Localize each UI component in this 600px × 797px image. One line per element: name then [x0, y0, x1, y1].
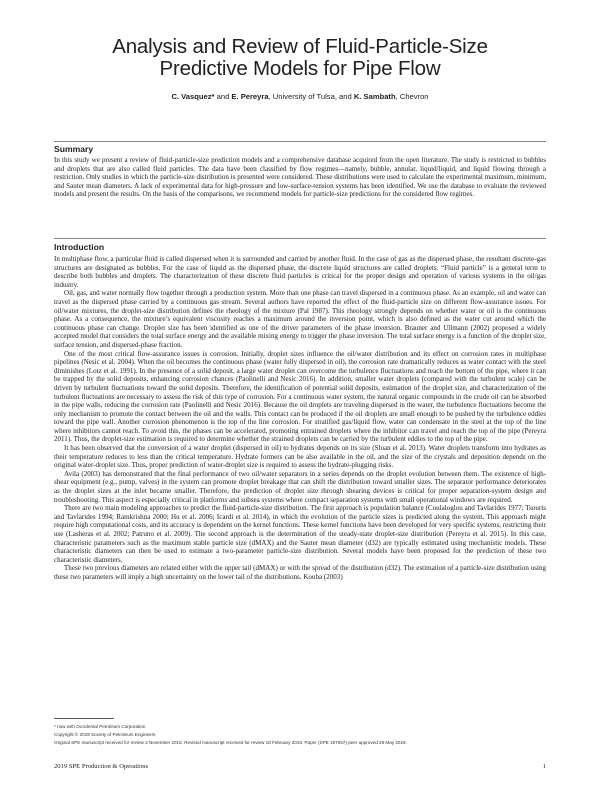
intro-paragraph-2: Oil, gas, and water normally flow together through a production system. More than one phase can travel dispersed in a continuous phase. As an example, oil and water can travel as the dispersed phase carried by a continuous gas stream. Several authors have reported the effect of the fluid-particle size on different flow-assurance issues. For oil/water mixtures, the droplet-size distribution defines the rheology of the mixture (Pal 1987). This rheology strongly depends on whether water or oil is the continuous phase. As a consequence, the mixture’s equivalent viscosity reaches a maximum around the inversion point, which is also defined as the water cut around which the continuous phase can change. Droplet size has been identified as one of the driver parameters of the phase inversion. Brauner and Ullmann (2002) proposed a widely accepted model that considers the total surface energy and the available mixing energy to trigger the phase inversion. The total surface energy is a function of the droplet size, surface tension, and dispersed-phase fraction.: [54, 289, 546, 349]
intro-paragraph-3: One of the most critical flow-assurance issues is corrosion. Initially, droplet sizes influence the oil/water distribution and its effect on corrosion rates in multiphase pipelines (Nesic et al. 2004). When the oil becomes the continuous phase (water fully dispersed in oil), the corrosion rate dramatically reduces as water contact with the steel diminishes (Lotz et al. 1991). In the presence of a solid deposit, a large water droplet can overcome the turbulence fluctuations and reach the bottom of the pipe, where it can be trapped by the solid deposits, enhancing corrosion chances (Paolinelli and Nesic 2016). In addition, smaller water droplets (compared with the turbulent scale) can be driven by turbulent fluctuations toward the solid deposits. Therefore, the identification of potential solid deposits, estimation of the droplet size, and characterization of the turbulent fluctuations are necessary to assess the risk of this type of corrosion. For a continuous water system, the natural organic compounds in the crude oil can be absorbed in the pipe walls, reducing the corrosion rate (Paolinelli and Nesic 2016). Because the oil droplets are traveling dispersed in the water, the turbulence fluctuations become the only mechanism to promote the contact between the oil and the walls. This contact can be produced if the oil droplets are small enough to be pushed by the turbulence eddies toward the pipe wall. Another corrosion phenomenon is the top of the line corrosion. For stratified gas/liquid flow, water can condensate in the steel at the top of the line where inhibitors cannot reach. To avoid this, the phases can be accelerated, promoting entrained droplets where the inhibitor can travel and reach the top of the pipe (Pereyra 2011). Thus, the droplet-size estimation is required to determine whether the strained droplets can be carried by the turbulent eddies to the top of the pipe.: [54, 349, 546, 444]
affiliation-tulsa: , University of Tulsa, and: [268, 92, 354, 101]
intro-paragraph-7: These two previous diameters are related either with the upper tail (dMAX) or with the spread of the distribution (d32). The estimation of a particle-size distribution using these two parameters will imply a high uncertainty on the lower tail of the distributions. Kouba (2003): [54, 564, 546, 581]
footnote-copyright: Copyright © 2019 Society of Petroleum Engineers: [54, 731, 156, 737]
paper-title: [40, 36, 560, 80]
introduction-body: [54, 255, 546, 582]
intro-paragraph-6: There are two main modeling approaches to predict the fluid-particle-size distribution. The first approach is population balance (Coulaloglou and Tavlarides 1977; Tsouris and Tavlarides 1994; Ramkrishna 2000; Hu et al. 2006; Icardi et al. 2014), in which the evolution of the particle sizes is predicted along the system. This approach might require high computational costs, and its accuracy is dependent on the kernel functions. These kernel functions have been developed for very specific systems, restricting their use (Lasheras et al. 2002; Patruno et al. 2009). The second approach is the determination of the steady-state droplet-size distribution (Pereyra et al. 2015). In this case, characteristic parameters such as the maximum stable particle size (dMAX) and the Sauter mean diameter (d32) are typically estimated using mechanistic models. These characteristic diameters can then be used to estimate a two-parameter particle-size distribution. Several models have been proposed for the prediction of these two characteristic diameters.: [54, 504, 547, 564]
footnote-manuscript: Original SPE manuscript received for review 2 November 2018. Revised manuscript received for review 18 February 2019. Paper (SPE 197057) peer approved 28 May 2019.: [54, 739, 407, 745]
introduction-rule: [54, 238, 546, 239]
summary-rule: [54, 141, 546, 142]
affiliation-chevron: , Chevron: [395, 92, 429, 101]
summary-body: [54, 156, 546, 199]
author-sambath: K. Sambath: [353, 92, 396, 101]
intro-paragraph-4: It has been observed that the conversion of a water droplet (dispersed in oil) to hydrates depends on its size (Sloan et al. 2013). Water droplets transform into hydrates as their temperature reduces to less than the critical temperature. Hydrate formers can be also available in the oil, and the size of the crystals and deposition depends on the original water-droplet size. Thus, proper prediction of water-droplet size is required to assess the hydrate-plugging risks.: [54, 444, 546, 470]
footnote-rule: [54, 718, 114, 719]
author-pereyra: E. Pereyra: [231, 92, 269, 101]
footnote-affiliation: * now with Occidental Petroleum Corporation: [54, 724, 146, 729]
paper-title-line-2: Predictive Models for Pipe Flow: [159, 57, 441, 80]
summary-paragraph: In this study we present a review of fluid-particle-size prediction models and a comprehensive database acquired from the open literature. The study is restricted to bubbles and droplets that are also called fluid particles. The data have been classified by flow regimes—namely, bubble, annular, liquid/liquid, and liquid flowing through a restriction. Only studies in which the particle-size distribution is presented were considered. These distributions were used to calculate the experimental maximum, minimum, and Sauter mean diameters. A lack of experimental data for high-pressure and low-surface-tension systems has been identified. We use the database to evaluate the reviewed models and present the results. On the basis of the comparisons, we recommend models for particle-size predictions for the considered flow regimes.: [54, 156, 546, 199]
paper-title-line-1: Analysis and Review of Fluid-Particle-Size: [112, 35, 488, 58]
footnotes: [54, 723, 546, 746]
author-line: [30, 92, 570, 101]
introduction-heading: Introduction: [54, 242, 105, 252]
intro-paragraph-5: Avila (2003) has demonstrated that the final performance of two oil/water separators in a series depends on the droplet evolution between them. The existence of high-shear equipment (e.g., pump, valves) in the system can promote droplet breakage that can shift the distribution toward smaller sizes. The separator performance deteriorates as the droplet sizes at the inlet became smaller. Therefore, the prediction of droplet size through shearing devices is critical for proper separation-system design and troubleshooting. This aspect is especially critical in platforms and subsea systems where compact separation systems with small operational windows are required.: [54, 469, 546, 504]
page-number: 1: [542, 763, 546, 770]
summary-heading: Summary: [54, 144, 94, 154]
author-vasquez: C. Vasquez*: [171, 92, 215, 101]
intro-paragraph-1: In multiphase flow, a particular fluid is called dispersed when it is surrounded and carried by another fluid. In the case of gas as the dispersed phase, the resultant discrete-gas structures are designated as bubbles. For the case of liquid as the dispersed phase, the discrete liquid structures are called droplets. “Fluid particle” is a general term to describe both bubbles and droplets. The characterization of these discrete fluid particles is critical for the proper design and operation of various systems in the oil/gas industry.: [54, 255, 546, 289]
footer-journal: 2019 SPE Production & Operations: [54, 763, 149, 770]
author-and: and: [214, 92, 232, 101]
